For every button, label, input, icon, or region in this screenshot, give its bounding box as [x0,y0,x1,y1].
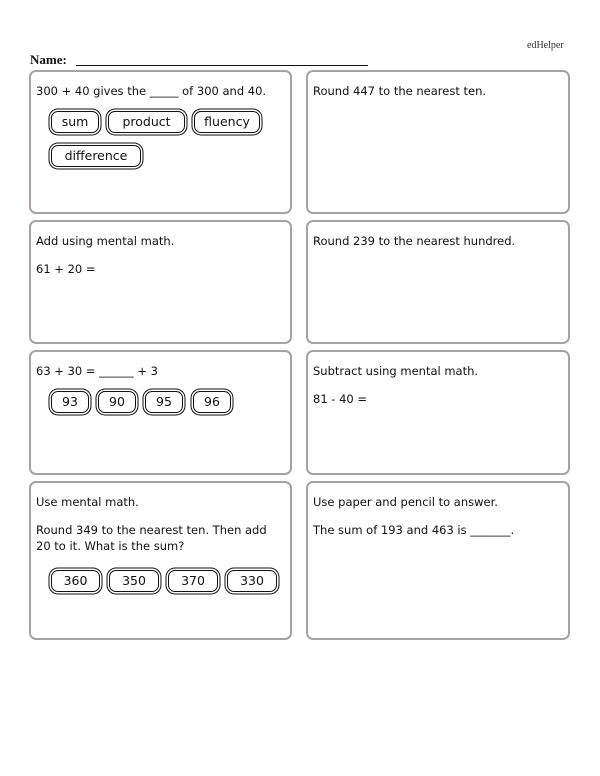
question-text: Round 447 to the nearest ten. [313,84,487,98]
choice-chip[interactable]: fluency [194,111,260,133]
question-text: Round 239 to the nearest hundred. [313,234,516,248]
question-card-7 [29,481,292,640]
choice-chip[interactable]: product [108,111,185,133]
instruction-text: Use mental math. [36,495,139,509]
instruction-text: Use paper and pencil to answer. [313,495,498,509]
instruction-text: Subtract using mental math. [313,364,479,378]
question-text: Round 349 to the nearest ten. Then add 20 to it. What is the sum? [36,523,267,553]
name-line [76,65,368,66]
problem-text: 81 - 40 = [313,392,368,406]
question-text: The sum of 193 and 463 is _______. [313,523,515,537]
name-label: Name: [30,52,67,67]
choice-chip[interactable]: sum [51,111,99,133]
choice-chip[interactable]: 93 [51,391,89,413]
question-card-1 [29,70,292,214]
question-text: 63 + 30 = ______ + 3 [36,364,158,378]
question-card-5 [29,350,292,475]
choice-chip[interactable]: 96 [193,391,231,413]
question-card-4 [306,220,570,344]
problem-text: 61 + 20 = [36,262,96,276]
choice-chip[interactable]: 370 [168,570,218,592]
choice-chip[interactable]: 90 [98,391,136,413]
question-card-6 [306,350,570,475]
question-card-8 [306,481,570,640]
choice-chip[interactable]: 350 [109,570,159,592]
question-text: 300 + 40 gives the _____ of 300 and 40. [36,84,267,98]
choice-chip[interactable]: 360 [51,570,100,592]
choice-chip[interactable]: 95 [145,391,183,413]
question-card-3 [29,220,292,344]
question-card-2 [306,70,570,214]
instruction-text: Add using mental math. [36,234,175,248]
choice-chip[interactable]: 330 [227,570,277,592]
brand-label: edHelper [527,40,564,51]
choice-chip[interactable]: difference [51,145,141,167]
